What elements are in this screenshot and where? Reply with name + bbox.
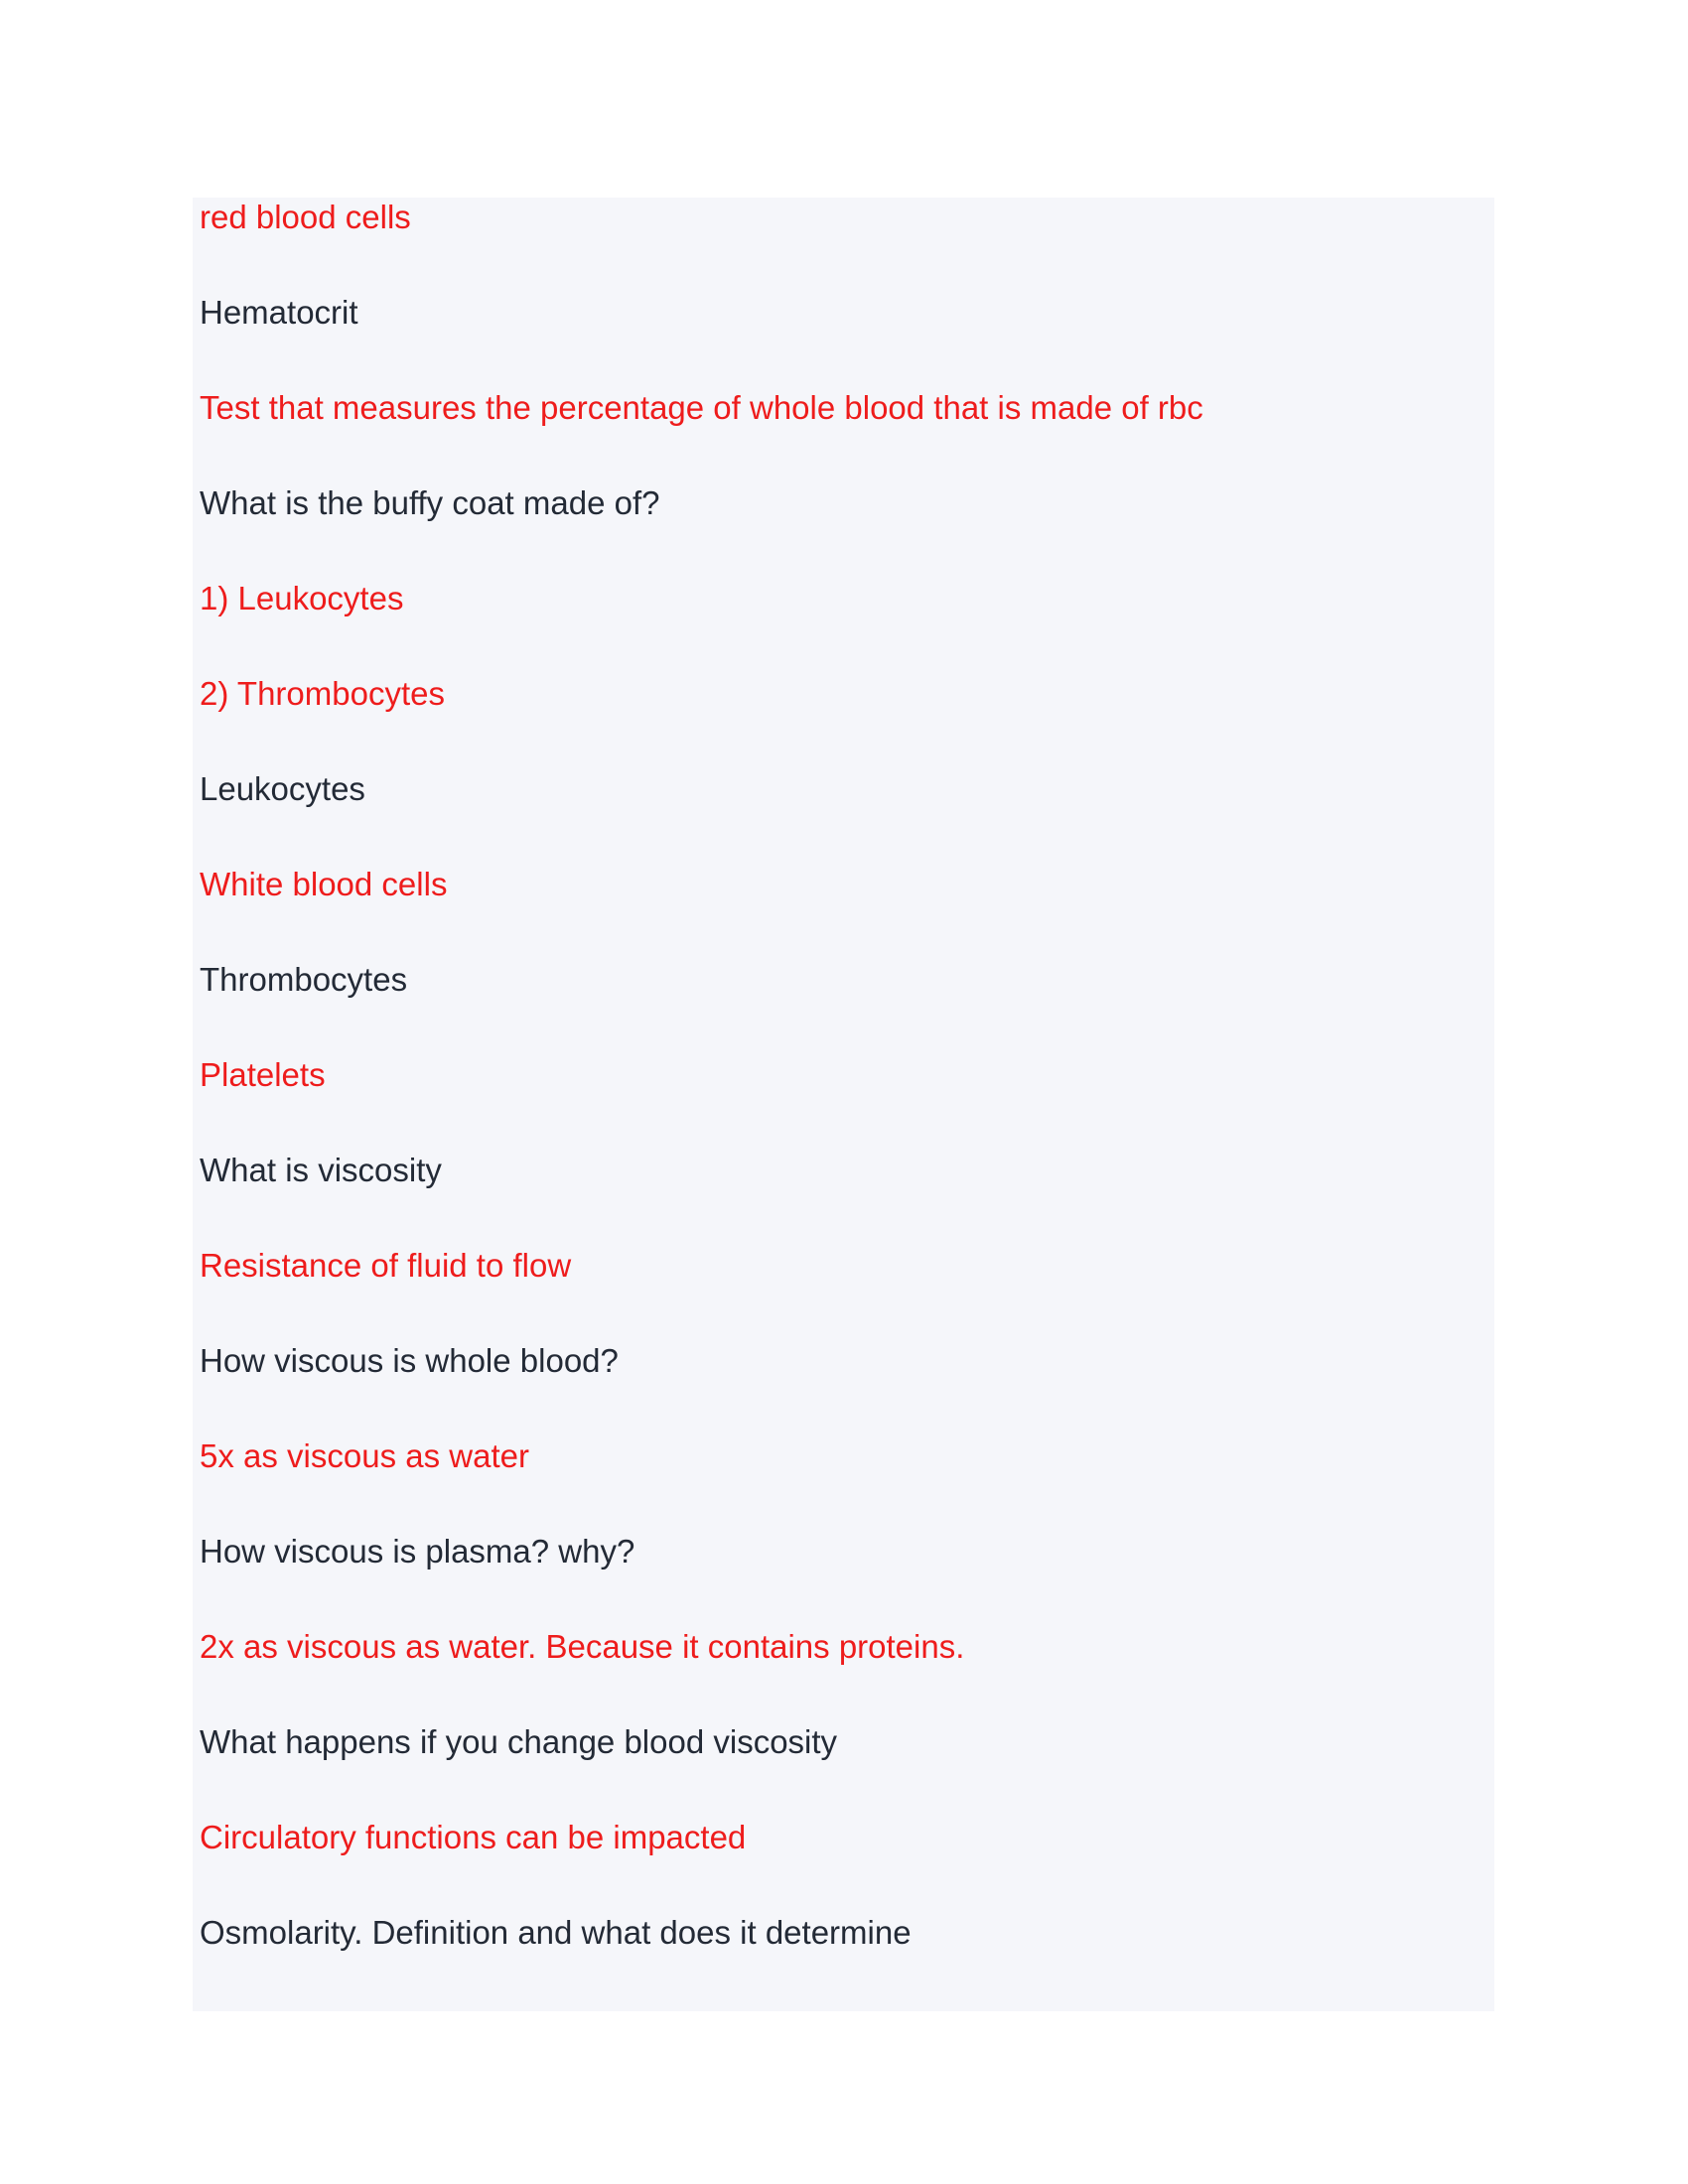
answer-line: Platelets	[200, 1056, 326, 1093]
flashcard-text-panel	[193, 198, 1494, 2011]
question-line: Hematocrit	[200, 294, 358, 331]
answer-line: 2x as viscous as water. Because it contains proteins.	[200, 1628, 965, 1665]
question-line: What is viscosity	[200, 1152, 442, 1188]
answer-line: 5x as viscous as water	[200, 1437, 529, 1474]
answer-line: red blood cells	[200, 199, 411, 235]
answer-line: 2) Thrombocytes	[200, 675, 445, 712]
question-line: How viscous is plasma? why?	[200, 1533, 635, 1570]
answer-line: White blood cells	[200, 866, 448, 902]
answer-line: Test that measures the percentage of whole blood that is made of rbc	[200, 389, 1203, 426]
question-line: What happens if you change blood viscosity	[200, 1723, 838, 1760]
question-line: How viscous is whole blood?	[200, 1342, 619, 1379]
answer-line: 1) Leukocytes	[200, 580, 404, 616]
answer-line: Circulatory functions can be impacted	[200, 1819, 747, 1855]
question-line: Leukocytes	[200, 770, 365, 807]
question-line: Osmolarity. Definition and what does it determine	[200, 1914, 912, 1951]
question-line: Thrombocytes	[200, 961, 408, 998]
answer-line: Resistance of fluid to flow	[200, 1247, 572, 1284]
question-line: What is the buffy coat made of?	[200, 484, 660, 521]
